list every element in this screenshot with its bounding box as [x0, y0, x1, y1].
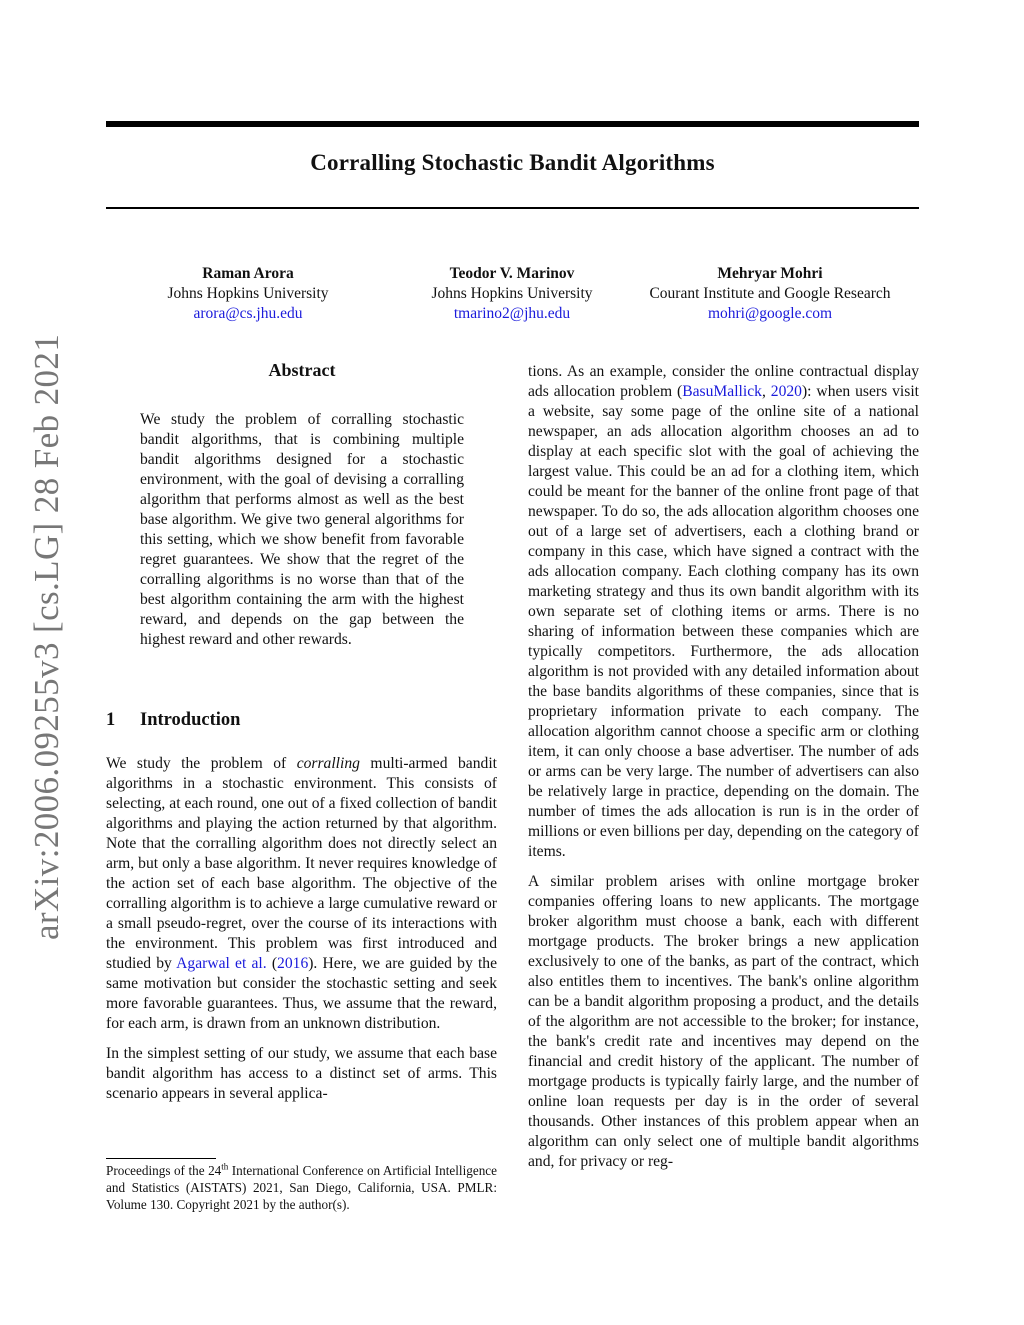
- author-name: Raman Arora: [202, 265, 294, 282]
- title-bottom-rule: [106, 207, 919, 209]
- author-name: Teodor V. Marinov: [449, 265, 575, 282]
- title-top-rule: [106, 121, 919, 127]
- footnote: Proceedings of the 24th International Conference on Artificial Intelligence and Statistics (AISTATS) 2021, San Diego, California, USA. PMLR: Volume 130. Copyright 2021 by the author(s).: [106, 1161, 497, 1212]
- author-block: [622, 264, 918, 324]
- author-affiliation: Courant Institute and Google Research: [649, 285, 891, 302]
- citation-link[interactable]: BasuMallick: [682, 383, 762, 400]
- abstract-paragraph: We study the problem of corralling stochastic bandit algorithms, that is combining multiple bandit algorithms designed for a stochastic environment, with the goal of devising a corralling algorithm that performs almost as well as the best base algorithm. We give two general algorithms for this setting, which we show benefit from favorable regret guarantees. We show that the regret of the corralling algorithms is no worse than that of the best algorithm containing the arm with the highest reward, and depends on the gap between the highest reward and other rewards.: [140, 411, 464, 648]
- abstract-text: [140, 410, 464, 650]
- author-email-link[interactable]: mohri@google.com: [707, 305, 833, 322]
- author-affiliation: Johns Hopkins University: [431, 285, 593, 302]
- citation-year-link[interactable]: 2016: [277, 955, 309, 972]
- abstract-heading: Abstract: [268, 360, 336, 380]
- body-paragraph: tions. As an example, consider the online contractual display ads allocation problem (BasuMallick, 2020): when users visit a website, say some page of the online site of a national newspaper, an ads allocation algorithm chooses an ad to display at each specific slot with the goal of achieving the largest value. This could be an ad for a clothing item, which could be meant for the banner of the online front page of that newspaper. To do so, the ads allocation algorithm chooses one out of a large set of advertisers, each a clothing brand or company in this case, which have signed a contract with the ads allocation company. Each clothing company has its own marketing strategy and thus its own bandit algorithm with its own separate set of clothing items or arms. There is no sharing of information between these companies which are typically competitors. Furthermore, the ads allocation algorithm is not provided with any detailed information about the base bandits algorithms of these companies, since that is proprietary information private to each company. The allocation algorithm cannot choose a specific arm or clothing item, it can only choose a base advertiser. The number of ads or arms can be very large. The number of advertisers can also be relatively large in practice, depending on the domain. The number of times the ads allocation is run is in the order of millions or even billions per day, depending on the category of items.: [528, 363, 919, 860]
- author-affiliation: Johns Hopkins University: [167, 285, 329, 302]
- emphasis: corralling: [296, 755, 360, 772]
- author-email-link[interactable]: tmarino2@jhu.edu: [453, 305, 571, 322]
- citation-link[interactable]: Agarwal et al.: [176, 955, 267, 972]
- right-column-body: [528, 362, 919, 1172]
- author-name: Mehryar Mohri: [717, 265, 823, 282]
- left-column-body: [106, 754, 497, 1104]
- paper-title: Corralling Stochastic Bandit Algorithms: [310, 150, 715, 175]
- intro-paragraph: We study the problem of corralling multi-armed bandit algorithms in a stochastic environment. This consists of selecting, at each round, one out of a fixed collection of bandit algorithms and playing the action returned by that algorithm. Note that the corralling algorithm does not directly select an arm, but only a base algorithm. It never requires knowledge of the action set of each base algorithm. The objective of the corralling algorithm is to achieve a large cumulative reward or a small pseudo-regret, over the course of its interactions with the environment. This problem was first introduced and studied by Agarwal et al. (2016). Here, we are guided by the same motivation but consider the stochastic setting and seek more favorable guarantees. Thus, we assume that the reward, for each arm, is drawn from an unknown distribution.: [106, 755, 497, 1032]
- body-paragraph: A similar problem arises with online mortgage broker companies offering loans to new applicants. The mortgage broker algorithm must choose a bank, each with different mortgage products. The broker brings a new application exclusively to one of the banks, as part of the contract, which also entitles them to incentives. The bank's online algorithm can be a bandit algorithm proposing a product, and the details of the algorithm are not accessible to the broker; for instance, the bank's credit rate and incentives may depend on the financial and credit history of the applicant. The number of mortgage products is typically fairly large, and the number of online loan requests per day is in the order of several thousands. Other instances of this problem appear when an algorithm can only select one of multiple bandit algorithms and, for privacy or reg-: [528, 873, 919, 1170]
- arxiv-identifier: arXiv:2006.09255v3 [cs.LG] 28 Feb 2021: [27, 333, 66, 940]
- section-number: 1: [106, 710, 116, 730]
- citation-year-link[interactable]: 2020: [770, 383, 802, 400]
- section-title: Introduction: [140, 710, 241, 730]
- author-email-link[interactable]: arora@cs.jhu.edu: [193, 305, 303, 322]
- author-block: [412, 264, 612, 324]
- intro-paragraph: In the simplest setting of our study, we assume that each base bandit algorithm has access to a distinct set of arms. This scenario appears in several applica-: [106, 1045, 497, 1102]
- author-block: [148, 264, 348, 324]
- section-heading: [106, 710, 240, 731]
- footnote-rule: [106, 1158, 216, 1159]
